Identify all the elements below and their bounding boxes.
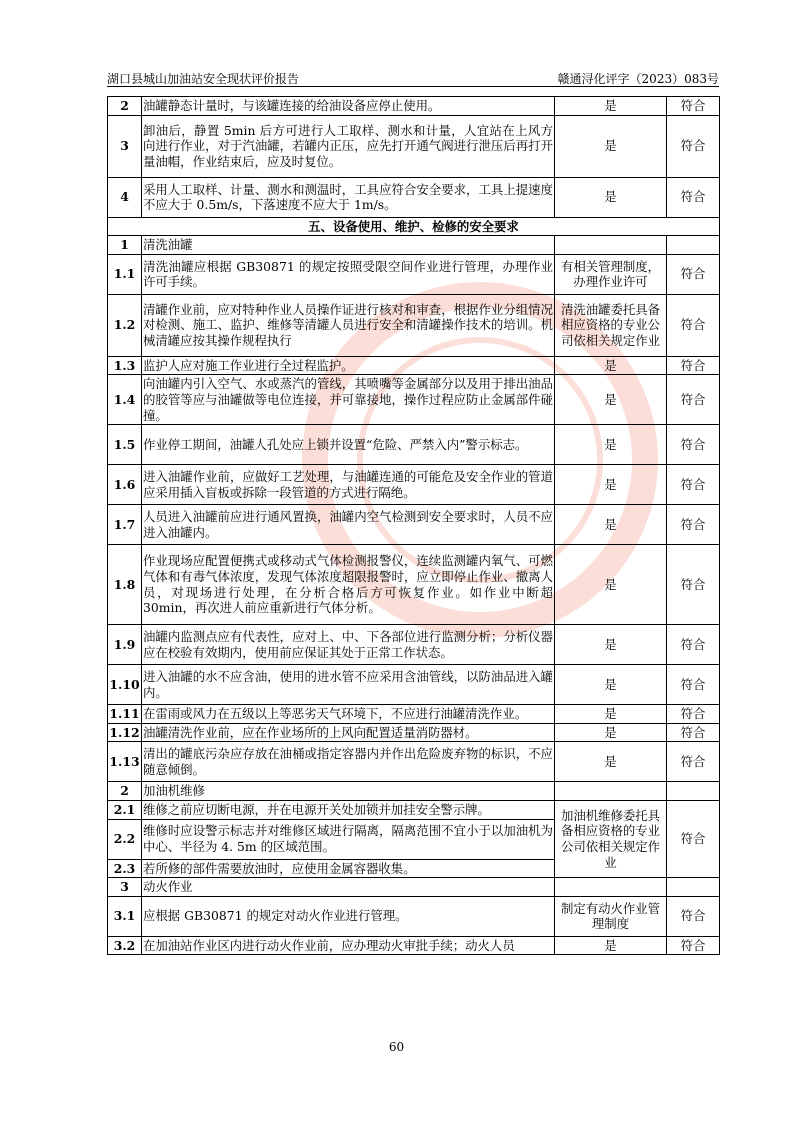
item-number: 1.1 [108, 254, 142, 294]
actual-status: 是 [555, 465, 667, 505]
table-row [108, 177, 720, 217]
item-number: 3.2 [108, 936, 142, 955]
conclusion: 符合 [667, 294, 720, 356]
table-row [108, 356, 720, 375]
item-number: 1.13 [108, 742, 142, 782]
empty-cell [555, 878, 667, 897]
item-number: 1.6 [108, 465, 142, 505]
item-number: 1.11 [108, 705, 142, 724]
conclusion: 符合 [667, 115, 720, 177]
conclusion: 符合 [667, 800, 720, 877]
requirement-text: 油罐清洗作业前，应在作业场所的上风向配置适量消防器材。 [142, 723, 555, 742]
requirement-text: 作业停工期间，油罐人孔处应上锁并设置“危险、严禁入内”警示标志。 [142, 425, 555, 465]
report-number: 赣通浔化评字（2023）083号 [557, 72, 719, 86]
conclusion: 符合 [667, 742, 720, 782]
group-title: 加油机维修 [142, 782, 555, 801]
table-row [108, 294, 720, 356]
empty-cell [667, 782, 720, 801]
table-row [108, 742, 720, 782]
actual-status: 是 [555, 742, 667, 782]
conclusion: 符合 [667, 425, 720, 465]
item-number: 2.2 [108, 819, 142, 859]
actual-status: 清洗油罐委托具备相应资格的专业公司依相关规定作业 [555, 294, 667, 356]
actual-status: 是 [555, 545, 667, 625]
page-header [107, 68, 719, 87]
item-number: 1.2 [108, 294, 142, 356]
group-title: 清洗油罐 [142, 236, 555, 255]
table-row [108, 705, 720, 724]
table-row [108, 115, 720, 177]
requirement-text: 向油罐内引入空气、水或蒸汽的管线，其喷嘴等金属部分以及用于排出油品的胶管等应与油罐做等电位连接，并可靠接地，操作过程应防止金属部件碰撞。 [142, 375, 555, 425]
table-row [108, 425, 720, 465]
requirement-text: 若所修的部件需要放油时，应使用金属容器收集。 [142, 859, 555, 878]
table-row [108, 465, 720, 505]
item-number: 3 [108, 115, 142, 177]
actual-status: 是 [555, 375, 667, 425]
conclusion: 符合 [667, 705, 720, 724]
table-row [108, 97, 720, 116]
conclusion: 符合 [667, 254, 720, 294]
section-title: 五、设备使用、维护、检修的安全要求 [108, 217, 720, 236]
conclusion: 符合 [667, 356, 720, 375]
conclusion: 符合 [667, 896, 720, 936]
item-number: 1.10 [108, 665, 142, 705]
page-number: 60 [388, 1040, 405, 1054]
actual-status: 是 [555, 115, 667, 177]
actual-status: 是 [555, 356, 667, 375]
table-row [108, 505, 720, 545]
requirement-text: 应根据 GB30871 的规定对动火作业进行管理。 [142, 896, 555, 936]
requirement-text: 进入油罐作业前，应做好工艺处理，与油罐连通的可能危及安全作业的管道应采用插入盲板或拆除一段管道的方式进行隔绝。 [142, 465, 555, 505]
table-row [108, 254, 720, 294]
item-number: 1.4 [108, 375, 142, 425]
group-row [108, 236, 720, 255]
table-row [108, 625, 720, 665]
actual-status: 加油机维修委托具备相应资格的专业公司依相关规定作业 [555, 800, 667, 877]
conclusion: 符合 [667, 97, 720, 116]
table-row [108, 665, 720, 705]
empty-cell [667, 236, 720, 255]
conclusion: 符合 [667, 465, 720, 505]
actual-status: 有相关管理制度，办理作业许可 [555, 254, 667, 294]
item-number: 1.8 [108, 545, 142, 625]
section-row [108, 217, 720, 236]
conclusion: 符合 [667, 177, 720, 217]
actual-status: 是 [555, 665, 667, 705]
requirement-text: 清罐作业前，应对特种作业人员操作证进行核对和审查，根据作业分组情况对检测、施工、监护、维修等清罐人员进行安全和清罐操作技术的培训。机械清罐应按其操作规程执行 [142, 294, 555, 356]
actual-status: 制定有动火作业管理制度 [555, 896, 667, 936]
requirement-text: 清洗油罐应根据 GB30871 的规定按照受限空间作业进行管理，办理作业许可手续。 [142, 254, 555, 294]
requirement-text: 在雷雨或风力在五级以上等恶劣天气环境下，不应进行油罐清洗作业。 [142, 705, 555, 724]
requirement-text: 人员进入油罐前应进行通风置换，油罐内空气检测到安全要求时，人员不应进入油罐内。 [142, 505, 555, 545]
requirement-text: 采用人工取样、计量、测水和测温时，工具应符合安全要求，工具上提速度不应大于 0.5m/s，下落速度不应大于 1m/s。 [142, 177, 555, 217]
item-number: 1.12 [108, 723, 142, 742]
requirement-text: 维修之前应切断电源，并在电源开关处加锁并加挂安全警示牌。 [142, 800, 555, 819]
conclusion: 符合 [667, 505, 720, 545]
item-number: 2.3 [108, 859, 142, 878]
report-title: 湖口县城山加油站安全现状评价报告 [107, 72, 300, 86]
empty-cell [667, 878, 720, 897]
conclusion: 符合 [667, 936, 720, 955]
group-title: 动火作业 [142, 878, 555, 897]
requirement-text: 在加油站作业区内进行动火作业前，应办理动火审批手续；动火人员 [142, 936, 555, 955]
group-row [108, 878, 720, 897]
requirement-text: 油罐静态计量时，与该罐连接的给油设备应停止使用。 [142, 97, 555, 116]
empty-cell [555, 782, 667, 801]
empty-cell [555, 236, 667, 255]
conclusion: 符合 [667, 545, 720, 625]
item-number: 1.5 [108, 425, 142, 465]
requirement-text: 维修时应设警示标志并对维修区域进行隔离，隔离范围不宜小于以加油机为中心、半径为 4. 5m 的区域范围。 [142, 819, 555, 859]
item-number: 3.1 [108, 896, 142, 936]
conclusion: 符合 [667, 625, 720, 665]
requirement-text: 油罐内监测点应有代表性，应对上、中、下各部位进行监测分析；分析仪器应在校验有效期内，使用前应保证其处于正常工作状态。 [142, 625, 555, 665]
requirement-text: 卸油后，静置 5min 后方可进行人工取样、测水和计量，人宜站在上风方向进行作业，对于汽油罐，若罐内正压，应先打开通气阀进行泄压后再打开量油帽，作业结束后，应及时复位。 [142, 115, 555, 177]
item-number: 4 [108, 177, 142, 217]
table-row [108, 896, 720, 936]
conclusion: 符合 [667, 375, 720, 425]
conclusion: 符合 [667, 723, 720, 742]
group-row [108, 782, 720, 801]
requirement-text: 作业现场应配置便携式或移动式气体检测报警仪，连续监测罐内氧气、可燃气体和有毒气体浓度，发现气体浓度超限报警时，应立即停止作业、撤离人员，对现场进行处理，在分析合格后方可恢复作业。如作业中断超 30min，再次进人前应重新进行气体分析。 [142, 545, 555, 625]
table-row [108, 723, 720, 742]
table-row [108, 375, 720, 425]
item-number: 1.9 [108, 625, 142, 665]
requirement-text: 清出的罐底污杂应存放在油桶或指定容器内并作出危险废弃物的标识，不应随意倾倒。 [142, 742, 555, 782]
group-number: 3 [108, 878, 142, 897]
actual-status: 是 [555, 97, 667, 116]
actual-status: 是 [555, 936, 667, 955]
conclusion: 符合 [667, 665, 720, 705]
actual-status: 是 [555, 425, 667, 465]
actual-status: 是 [555, 505, 667, 545]
group-number: 2 [108, 782, 142, 801]
actual-status: 是 [555, 177, 667, 217]
requirement-text: 进入油罐的水不应含油，使用的进水管不应采用含油管线，以防油品进入罐内。 [142, 665, 555, 705]
evaluation-table [107, 96, 720, 955]
item-number: 1.3 [108, 356, 142, 375]
item-number: 2.1 [108, 800, 142, 819]
group-number: 1 [108, 236, 142, 255]
actual-status: 是 [555, 705, 667, 724]
table-row [108, 936, 720, 955]
actual-status: 是 [555, 723, 667, 742]
table-row [108, 800, 720, 819]
item-number: 2 [108, 97, 142, 116]
item-number: 1.7 [108, 505, 142, 545]
actual-status: 是 [555, 625, 667, 665]
table-row [108, 545, 720, 625]
requirement-text: 监护人应对施工作业进行全过程监护。 [142, 356, 555, 375]
